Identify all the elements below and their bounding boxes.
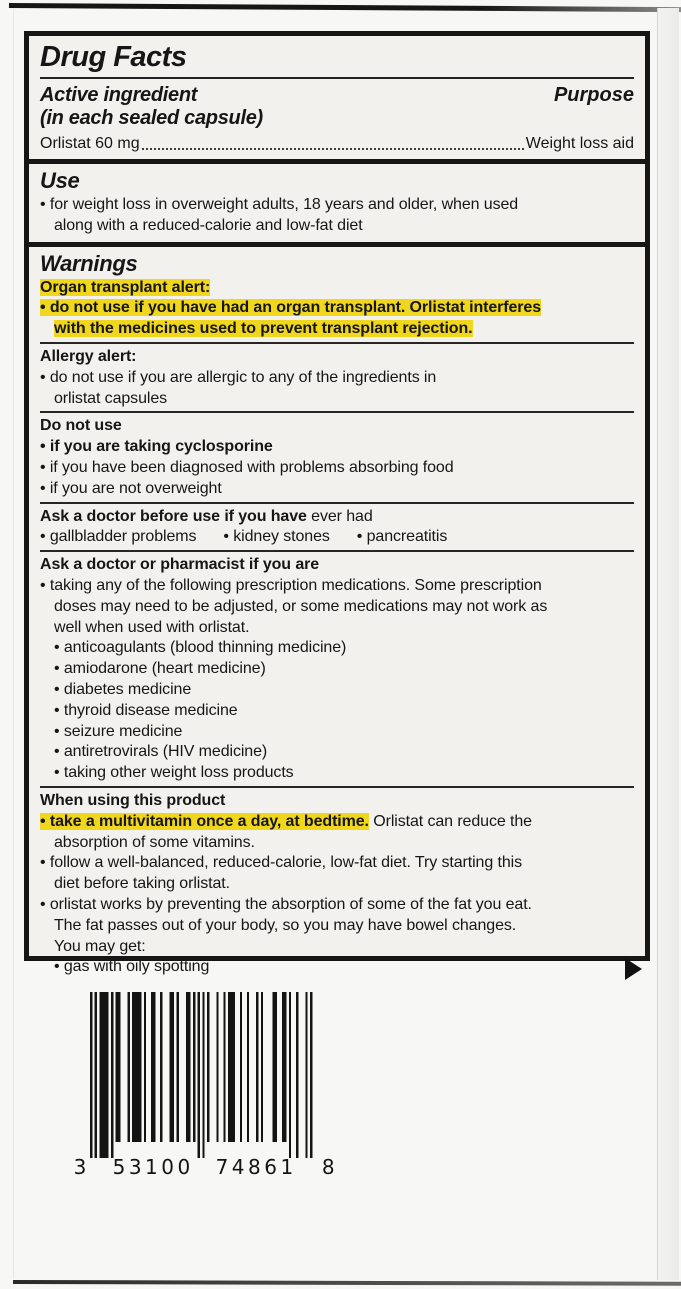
warnings-section: [29, 242, 645, 989]
warnings-body: [40, 278, 634, 979]
box-left-fold-line: [13, 9, 14, 1279]
drug-facts-panel: [24, 31, 650, 976]
sub-bullet-item: • gas with oily spotting: [54, 958, 210, 976]
active-ingredient-heading: [40, 84, 263, 130]
barcode-digit-right: 8: [321, 1155, 335, 1179]
bullet-item: • taking any of the following prescription medications. Some prescription doses may need to be adjusted, or some medications may not work as well when used with orlistat.: [40, 576, 548, 636]
title-divider: [40, 77, 634, 79]
use-body: [40, 195, 634, 237]
drug-facts-header-section: [29, 36, 645, 159]
warning-subsection-divider: [40, 550, 634, 552]
ingredient-name: Orlistat 60 mg: [40, 135, 140, 152]
warning-subheading: Do not use: [40, 417, 122, 435]
warning-subsection-divider: [40, 786, 634, 788]
box-top-edge: [9, 3, 681, 12]
inline-bullet-row: [40, 527, 634, 548]
warning-subsection-divider: [40, 502, 634, 504]
inline-bullet: • gallbladder problems: [40, 528, 197, 546]
active-ingredient-subtext: (in each sealed capsule): [40, 107, 263, 129]
warning-subheading: Ask a doctor before use if you have ever had: [40, 507, 373, 525]
box-right-face: [658, 8, 679, 1280]
warning-subheading: When using this product: [40, 791, 226, 809]
bullet-item: • do not use if you are allergic to any of the ingredients in orlistat capsules: [40, 368, 437, 407]
sub-bullet-item: • diabetes medicine: [54, 680, 192, 698]
ingredient-purpose-row: [40, 133, 634, 154]
warning-subsection-divider: [40, 411, 634, 413]
barcode-graphic: [52, 990, 352, 1186]
continued-on-next-panel-arrow-icon: [625, 958, 642, 980]
use-title: Use: [40, 168, 80, 193]
warning-subheading: Ask a doctor or pharmacist if you are: [40, 556, 320, 574]
box-right-fold-line: [657, 8, 658, 1280]
box-bottom-edge: [13, 1280, 681, 1286]
barcode-digit-left: 3: [73, 1155, 87, 1179]
sub-bullet-item: • thyroid disease medicine: [54, 701, 238, 719]
warning-subheading: Allergy alert:: [40, 347, 137, 365]
active-ingredient-row: [40, 84, 634, 130]
bullet-item: • if you are taking cyclosporine: [40, 438, 273, 456]
bullet-item: • for weight loss in overweight adults, 18 years and older, when used along with a reduced-calorie and low-fat diet: [40, 196, 519, 234]
bullet-item: • follow a well-balanced, reduced-calorie, low-fat diet. Try starting this diet before taking orlistat.: [40, 854, 522, 893]
use-section: [29, 159, 645, 242]
purpose-heading: Purpose: [553, 84, 634, 106]
upc-barcode: [52, 990, 352, 1191]
sub-bullet-item: • antiretrovirals (HIV medicine): [54, 743, 268, 761]
inline-bullet: • pancreatitis: [356, 528, 448, 546]
inline-bullet: • kidney stones: [223, 528, 330, 546]
warning-subsection-divider: [40, 342, 634, 344]
sub-bullet-item: • amiodarone (heart medicine): [54, 660, 266, 678]
dotted-leader: [142, 148, 524, 150]
bullet-item: • if you are not overweight: [40, 479, 222, 497]
purpose-value: Weight loss aid: [525, 135, 634, 152]
drug-facts-title: Drug Facts: [40, 41, 187, 73]
warning-subheading: Organ transplant alert:: [40, 278, 211, 296]
active-ingredient-label: Active ingredient: [40, 84, 198, 106]
bullet-item: • orlistat works by preventing the absorption of some of the fat you eat. The fat passes out of your body, so you may have bowel changes. You may get:: [40, 895, 532, 955]
sub-bullet-item: • taking other weight loss products: [54, 764, 294, 782]
warnings-title: Warnings: [40, 250, 138, 276]
sub-bullet-item: • seizure medicine: [54, 722, 183, 740]
bullet-item: • if you have been diagnosed with problems absorbing food: [40, 458, 454, 476]
bullet-item: • do not use if you have had an organ transplant. Orlistat interferes with the medicines used to prevent transplant rejection.: [40, 299, 542, 338]
bullet-item: • take a multivitamin once a day, at bedtime. Orlistat can reduce the absorption of some vitamins.: [40, 812, 532, 851]
sub-bullet-item: • anticoagulants (blood thinning medicine): [54, 639, 347, 657]
barcode-digits-group2: 74861: [215, 1155, 297, 1179]
barcode-digits-group1: 53100: [112, 1155, 194, 1179]
